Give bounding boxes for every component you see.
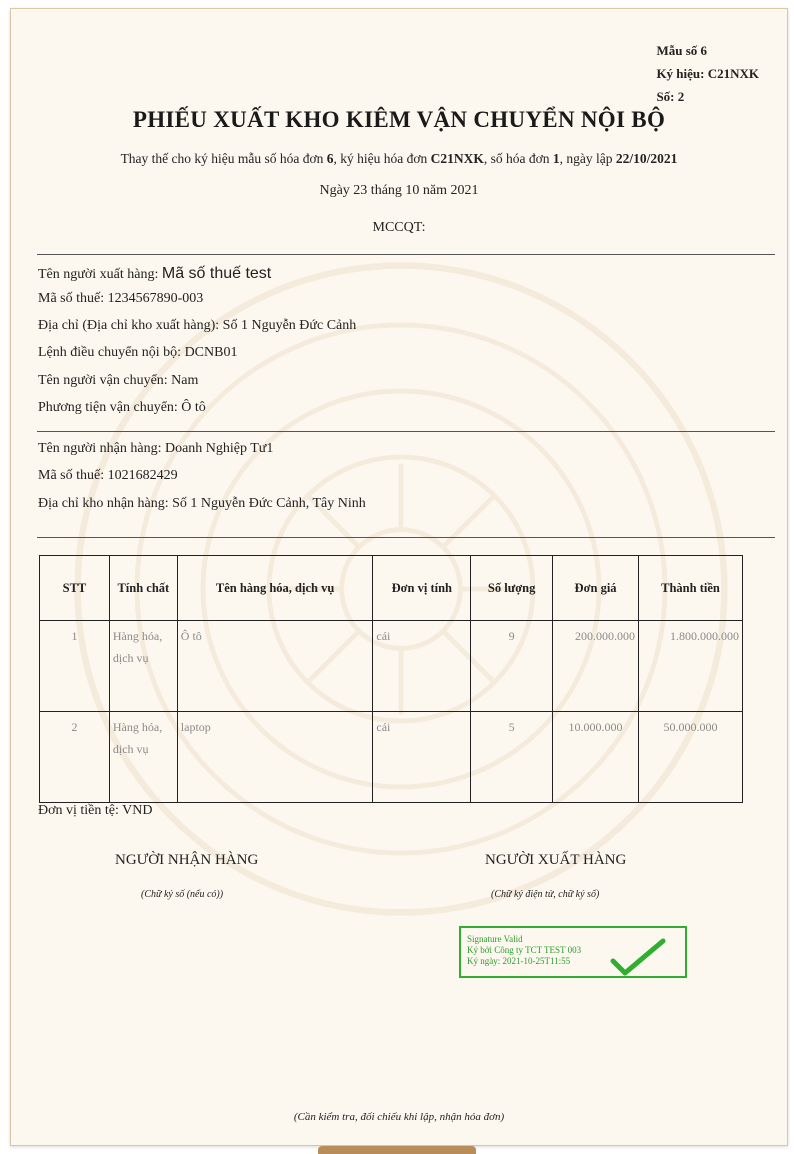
row-amount: 50.000.000 — [639, 712, 743, 803]
table-row — [40, 712, 743, 803]
subtitle-text-1: Thay thế cho ký hiệu mẫu số hóa đơn — [120, 151, 327, 166]
receiver-signature-title: NGƯỜI NHẬN HÀNG — [115, 852, 259, 868]
row-unit-price: 200.000.000 — [553, 621, 639, 712]
stamp-signer: Ký bởi Công ty TCT TEST 003 — [467, 945, 582, 955]
column-header: Tên hàng hóa, dịch vụ — [177, 556, 373, 621]
transport-vehicle: Phương tiện vận chuyển: Ô tô — [38, 400, 206, 415]
row-unit: cái — [373, 621, 471, 712]
receiver-address: Địa chỉ kho nhận hàng: Số 1 Nguyễn Đức Cảnh, Tây Ninh — [38, 496, 366, 511]
row-item-name: laptop — [177, 712, 373, 803]
column-header: Tính chất — [109, 556, 177, 621]
subtitle-form-no: 6 — [326, 151, 334, 166]
column-header: Số lượng — [471, 556, 553, 621]
divider — [37, 254, 775, 255]
row-unit-price: 10.000.000 — [553, 712, 639, 803]
divider — [37, 537, 775, 538]
sender-tax-code: Mã số thuế: 1234567890-003 — [38, 291, 204, 306]
transporter-name: Tên người vận chuyển: Nam — [38, 373, 199, 388]
row-unit: cái — [373, 712, 471, 803]
items-table — [39, 555, 743, 803]
row-index: 2 — [40, 712, 110, 803]
footer-note: (Cần kiểm tra, đối chiếu khi lập, nhận hóa đơn) — [293, 1111, 505, 1123]
subtitle-text-2: , ký hiệu hóa đơn — [333, 151, 431, 166]
transfer-order: Lệnh điều chuyển nội bộ: DCNB01 — [38, 345, 238, 360]
sender-signature-note: (Chữ ký điện tử, chữ ký số) — [491, 889, 600, 900]
form-number: Mẫu số 6 — [656, 43, 707, 58]
table-row — [40, 621, 743, 712]
row-item-name: Ô tô — [177, 621, 373, 712]
form-serial: Số: 2 — [656, 89, 685, 104]
sender-address: Địa chỉ (Địa chỉ kho xuất hàng): Số 1 Nguyễn Đức Cảnh — [38, 318, 357, 333]
document-subtitle — [11, 151, 787, 167]
row-index: 1 — [40, 621, 110, 712]
stamp-status: Signature Valid — [467, 934, 523, 944]
column-header: Đơn giá — [553, 556, 639, 621]
mccqt-code: MCCQT: — [372, 220, 426, 235]
column-header: Đơn vị tính — [373, 556, 471, 621]
page-tab — [318, 1146, 476, 1154]
form-symbol: Ký hiệu: C21NXK — [656, 66, 759, 81]
sender-signature-title: NGƯỜI XUẤT HÀNG — [485, 852, 627, 868]
table-header-row — [40, 556, 743, 621]
sender-name-label: Tên người xuất hàng: — [38, 267, 159, 282]
row-type: Hàng hóa, dịch vụ — [109, 712, 177, 803]
receiver-tax-code: Mã số thuế: 1021682429 — [38, 468, 178, 483]
subtitle-text-4: , ngày lập — [559, 151, 616, 166]
row-amount: 1.800.000.000 — [639, 621, 743, 712]
form-meta — [656, 39, 759, 108]
subtitle-text-3: , số hóa đơn — [483, 151, 553, 166]
invoice-paper — [10, 8, 788, 1146]
row-type: Hàng hóa, dịch vụ — [109, 621, 177, 712]
checkmark-icon — [609, 937, 667, 977]
document-title: PHIẾU XUẤT KHO KIÊM VẬN CHUYỂN NỘI BỘ — [132, 107, 666, 132]
divider — [37, 431, 775, 432]
subtitle-symbol: C21NXK — [430, 151, 484, 166]
sender-name — [38, 265, 271, 283]
column-header: STT — [40, 556, 110, 621]
receiver-name: Tên người nhận hàng: Doanh Nghiệp Tư1 — [38, 441, 274, 456]
stamp-date: Ký ngày: 2021-10-25T11:55 — [467, 956, 571, 966]
receiver-signature-note: (Chữ ký số (nếu có)) — [141, 889, 224, 900]
subtitle-date: 22/10/2021 — [615, 151, 678, 166]
row-quantity: 5 — [471, 712, 553, 803]
issue-date: Ngày 23 tháng 10 năm 2021 — [319, 183, 479, 198]
currency-unit: Đơn vị tiền tệ: VND — [38, 803, 153, 818]
row-quantity: 9 — [471, 621, 553, 712]
subtitle-invoice-no: 1 — [552, 151, 560, 166]
column-header: Thành tiền — [639, 556, 743, 621]
sender-name-value: Mã số thuế test — [161, 265, 272, 282]
